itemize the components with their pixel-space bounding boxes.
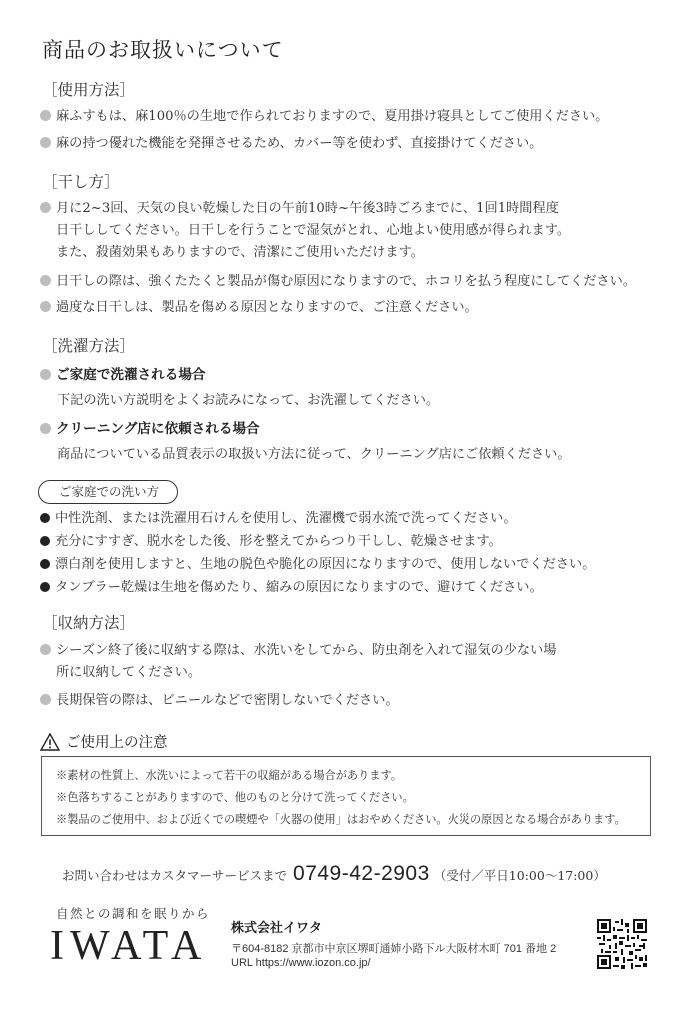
page-title: 商品のお取扱いについて: [42, 38, 284, 62]
bullet-icon: [40, 110, 51, 121]
storage-item-2: 長期保管の際は、ビニールなどで密閉しないでください。: [40, 690, 669, 712]
caution-note: ※色落ちすることがありますので、他のものと分けて洗ってください。: [56, 791, 414, 804]
bullet-icon: [40, 275, 51, 286]
caution-note: ※製品のご使用中、および近くでの喫煙や「火器の使用」はおやめください。火災の原因となる場合があります。: [56, 813, 626, 826]
warning-triangle-icon: [40, 733, 60, 751]
drying-item-3: 過度な日干しは、製品を傷める原因となりますので、ご注意ください。: [40, 297, 669, 319]
bullet-icon: [40, 644, 51, 655]
bullet-icon: [40, 694, 51, 705]
home-wash-text: 下記の洗い方説明をよくお読みになって、お洗濯してください。: [57, 393, 440, 408]
company-url[interactable]: URL https://www.iozon.co.jp/: [231, 957, 371, 969]
home-wash-subheading: ご家庭で洗濯される場合: [40, 363, 206, 383]
iwata-logo: IWATA: [50, 923, 208, 969]
cleaner-text: 商品についている品質表示の取扱い方法に従って、クリーニング店にご依頼ください。: [57, 447, 571, 462]
drying-item-2: 日干しの際は、強くたたくと製品が傷む原因になりますので、ホコリを払う程度にしてください。: [40, 271, 669, 293]
contact-label: お問い合わせはカスタマーサービスまで: [62, 868, 288, 883]
usage-item-1: 麻ふすもは、麻100％の生地で作られておりますので、夏用掛け寝具としてご使用ください。: [40, 106, 669, 128]
bullet-icon: [40, 137, 51, 148]
section-heading-drying: ［干し方］: [42, 173, 120, 191]
section-heading-storage: ［収納方法］: [42, 614, 136, 632]
bullet-icon: [40, 423, 51, 434]
contact-line: [62, 862, 606, 886]
bullet-icon: [40, 582, 50, 592]
caution-notes-box: [41, 756, 651, 836]
bullet-icon: [40, 369, 51, 380]
company-address: 〒604-8182 京都市中京区堺町通姉小路下ル大阪材木町 701 番地 2: [231, 943, 557, 955]
bullet-icon: [40, 301, 51, 312]
home-wash-pill-label: ご家庭での洗い方: [38, 480, 178, 504]
cleaner-subheading: クリーニング店に依頼される場合: [40, 417, 260, 437]
home-wash-item-1: 中性洗剤、または洗濯用石けんを使用し、洗濯機で弱水流で洗ってください。: [40, 508, 669, 530]
home-wash-item-3: 漂白剤を使用しますと、生地の脱色や脆化の原因になりますので、使用しないでください。: [40, 554, 669, 576]
section-heading-usage: ［使用方法］: [42, 81, 136, 99]
usage-item-2: 麻の持つ優れた機能を発揮させるため、カバー等を使わず、直接掛けてください。: [40, 133, 669, 155]
qr-code-icon[interactable]: [597, 919, 647, 969]
section-heading-washing: ［洗濯方法］: [42, 337, 136, 355]
brand-tagline: 自然との調和を眠りから: [56, 906, 211, 921]
home-wash-item-2: 充分にすすぎ、脱水をした後、形を整えてからつり干しし、乾燥させます。: [40, 531, 669, 553]
home-wash-item-4: タンブラー乾燥は生地を傷めたり、縮みの原因になりますので、避けてください。: [40, 577, 669, 599]
phone-number[interactable]: 0749-42-2903: [293, 862, 430, 885]
company-name: 株式会社イワタ: [231, 920, 322, 935]
business-hours: （受付／平日10:00〜17:00）: [433, 868, 606, 883]
caution-heading: ご使用上の注意: [40, 731, 168, 752]
caution-note: ※素材の性質上、水洗いによって若干の収縮がある場合があります。: [56, 769, 402, 782]
bullet-icon: [40, 513, 50, 523]
drying-item-1: 月に2~3回、天気の良い乾燥した日の午前10時~午後3時ごろまでに、1回1時間程度 日干ししてください。日干しを行うことで湿気がとれ、心地よい使用感が得られます。 また、殺菌効果もありますので、清潔にご使用いただけます。: [40, 198, 669, 264]
storage-item-1: シーズン終了後に収納する際は、水洗いをしてから、防虫剤を入れて湿気の少ない場 所に収納してください。: [40, 640, 669, 684]
bullet-icon: [40, 559, 50, 569]
bullet-icon: [40, 202, 51, 213]
bullet-icon: [40, 536, 50, 546]
